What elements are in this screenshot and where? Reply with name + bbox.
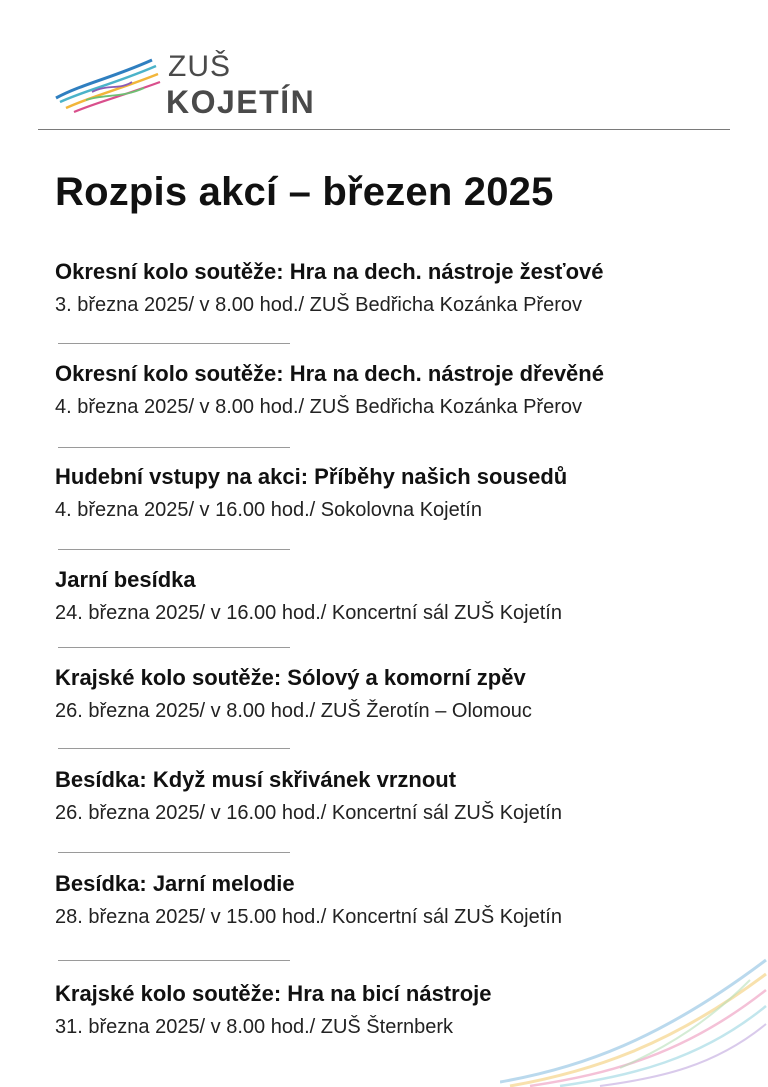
event-title: Hudební vstupy na akci: Příběhy našich sousedů bbox=[55, 464, 568, 489]
event-item bbox=[55, 463, 735, 523]
event-divider bbox=[58, 343, 290, 344]
event-divider bbox=[58, 960, 290, 961]
event-divider bbox=[58, 647, 290, 648]
page-title: Rozpis akcí – březen 2025 bbox=[55, 170, 554, 214]
event-detail: 24. března 2025/ v 16.00 hod./ Koncertní sál ZUŠ Kojetín bbox=[55, 602, 562, 624]
event-title: Besídka: Když musí skřivánek vrznout bbox=[55, 767, 457, 792]
event-title: Okresní kolo soutěže: Hra na dech. nástroje žesťové bbox=[55, 259, 604, 284]
event-detail: 4. března 2025/ v 16.00 hod./ Sokolovna Kojetín bbox=[55, 499, 482, 521]
logo-text-kojetin: KOJETÍN bbox=[166, 84, 316, 120]
event-item bbox=[55, 360, 735, 420]
event-item bbox=[55, 258, 735, 318]
event-detail: 28. března 2025/ v 15.00 hod./ Koncertní sál ZUŠ Kojetín bbox=[55, 906, 562, 928]
event-divider bbox=[58, 852, 290, 853]
event-title: Okresní kolo soutěže: Hra na dech. nástroje dřevěné bbox=[55, 361, 604, 386]
event-detail: 31. března 2025/ v 8.00 hod./ ZUŠ Šternberk bbox=[55, 1016, 454, 1038]
event-item bbox=[55, 870, 735, 930]
wave-book-icon bbox=[52, 54, 164, 114]
event-detail: 4. března 2025/ v 8.00 hod./ ZUŠ Bedřicha Kozánka Přerov bbox=[55, 396, 582, 418]
event-item bbox=[55, 566, 735, 626]
header-divider bbox=[38, 129, 730, 130]
event-divider bbox=[58, 447, 290, 448]
event-detail: 26. března 2025/ v 8.00 hod./ ZUŠ Žerotín – Olomouc bbox=[55, 700, 532, 722]
event-item bbox=[55, 766, 735, 826]
event-title: Besídka: Jarní melodie bbox=[55, 871, 295, 896]
decorative-wave-icon bbox=[500, 950, 768, 1087]
event-title: Krajské kolo soutěže: Hra na bicí nástroje bbox=[55, 981, 492, 1006]
event-item bbox=[55, 664, 735, 724]
event-divider bbox=[58, 748, 290, 749]
school-logo bbox=[52, 48, 332, 128]
logo-text-zus: ZUŠ bbox=[168, 50, 231, 83]
event-divider bbox=[58, 549, 290, 550]
event-title: Krajské kolo soutěže: Sólový a komorní zpěv bbox=[55, 665, 526, 690]
event-detail: 3. března 2025/ v 8.00 hod./ ZUŠ Bedřicha Kozánka Přerov bbox=[55, 294, 582, 316]
event-detail: 26. března 2025/ v 16.00 hod./ Koncertní sál ZUŠ Kojetín bbox=[55, 802, 562, 824]
event-title: Jarní besídka bbox=[55, 567, 196, 592]
